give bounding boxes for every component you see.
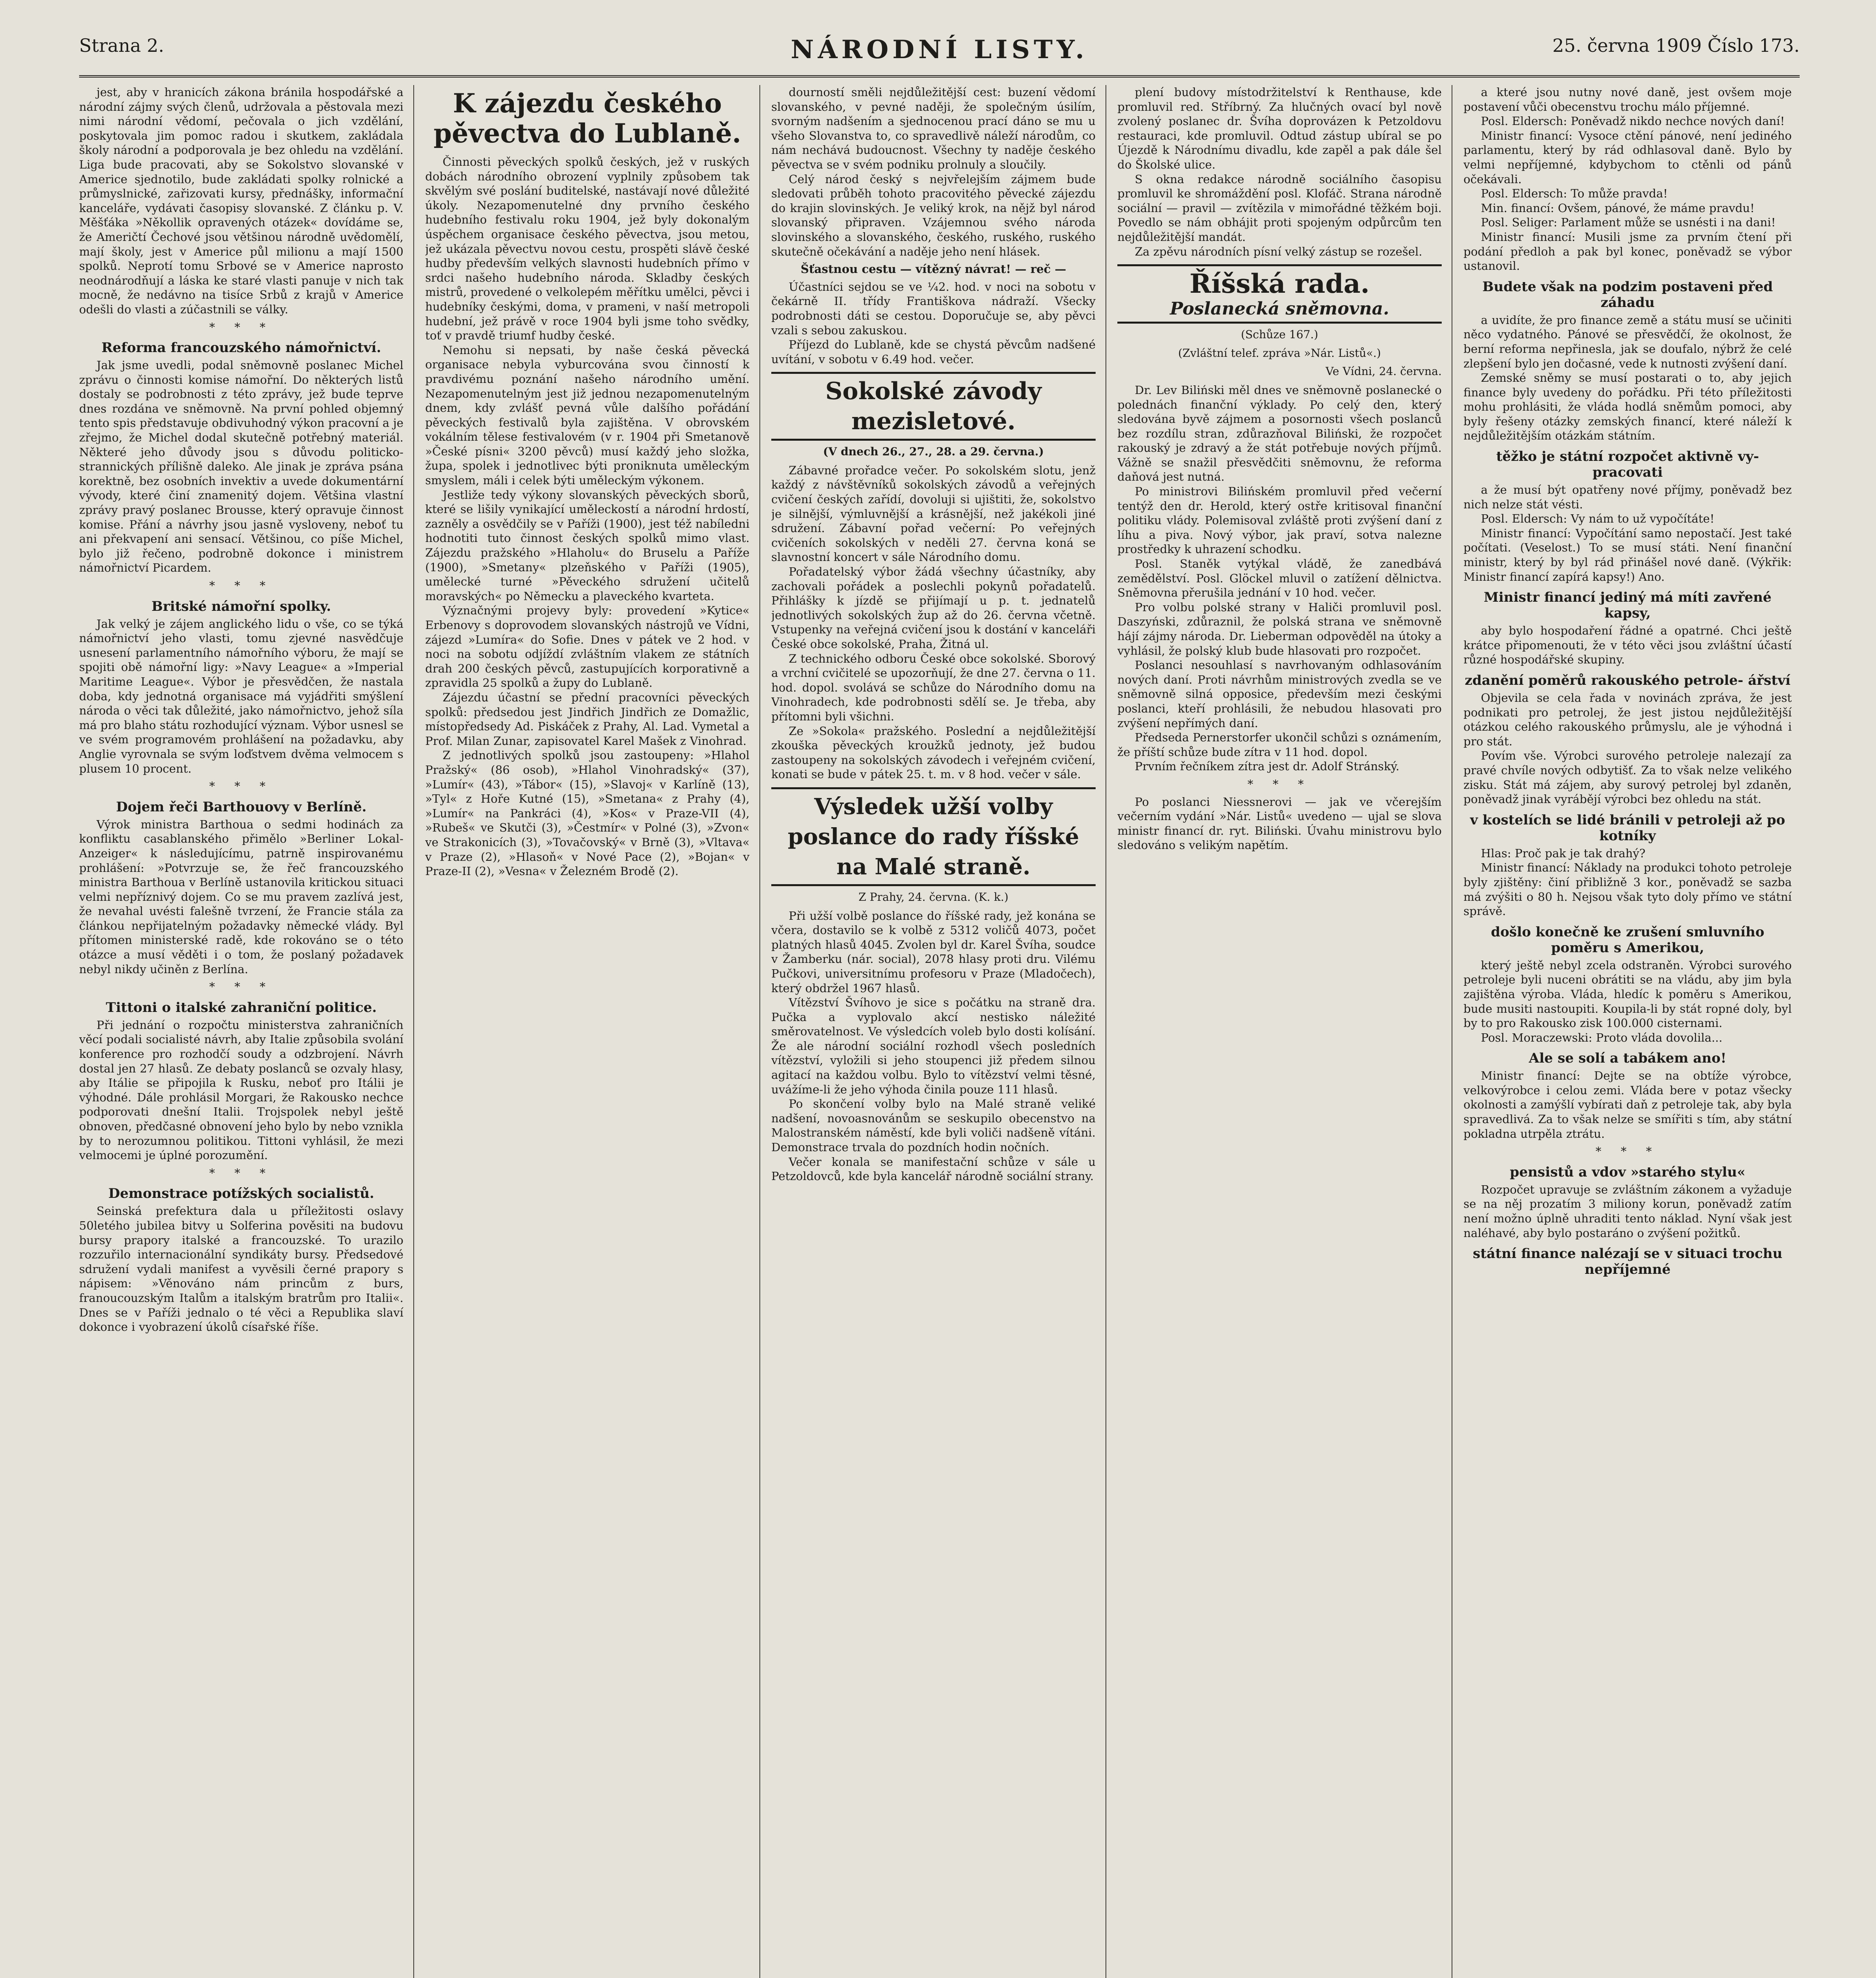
emphasized-line: zdanění poměrů rakouského petrole- ářství [1465, 673, 1791, 688]
page-number: Strana 2. [79, 35, 164, 56]
article-text: Pro volbu polské strany v Haliči promluvil posl. Daszyński, zdůraznil, že polská strana ve sněmovně hájí zájmy národa. Dr. Lieberman odpověděl na útoky a vyhlásil, že polský klub bude hlasovati pro rozpočet. [1117, 600, 1442, 657]
article-text: Předseda Pernerstorfer ukončil schůzi s oznámením, že příští schůze bude zítra v 11 hod. dopol. [1117, 731, 1442, 759]
article-heading: Dojem řeči Barthouovy v Berlíně. [116, 799, 367, 815]
issue-date: 25. června 1909 Číslo 173. [1552, 35, 1800, 56]
column-1 [79, 85, 403, 1978]
article-text: Po skončení volby bylo na Malé straně veliké nadšení, novoasnovánům se seskupilo obecenstvo na Malostranském náměstí, kde byli voliči nadšeně vítáni. Demonstrace trvala do pozdních hodin nočních. [771, 1097, 1096, 1154]
article-text: Zájezdu účastní se přední pracovníci pěveckých spolků: předsedou jest Jindřich Jindřich ze Domažlic, místopředsedy Ad. Piskáček z Prahy, Al. Lad. Vymetal a Prof. Milan Zunar, zapisovatel Karel Mašek z Vinohrad. [425, 690, 750, 748]
column-2 [425, 85, 750, 1978]
article-text: Jak velký je zájem anglického lidu o vše, co se týká námořnictví jeho vlasti, tomu zjevné nasvědčuje usnesení parlamentního námořního výboru, že mají se spojiti obě námořní ligy: »Navy League« a »Imperial Maritime League«. Výbor je přesvědčen, že nastala doba, kdy jednotná organisace má vyjádřiti smýšlení národa o věci tak důležité, jako námořnictvo, jehož síla má pro blaho státu rozhodující význam. Výbor usnesl se ve svém programovém prohlášení na požadavku, aby Anglie vyrovnala se svým loďstvem dvěma velmocem s plusem 10 procent. [79, 617, 403, 775]
article-text: Prvním řečníkem zítra jest dr. Adolf Stránský. [1135, 760, 1400, 773]
article-text: plení budovy místodržitelství k Renthause, kde promluvil red. Stříbrný. Za hlučných ovací byl nově zvolený poslanec dr. Švíha doprovázen k Petzoldovu restauraci, kde promluvil. Odtud zástup ubíral se po Újezdě k Národnímu divadlu, kde zapěl a pak dále šel do Školské ulice. [1117, 85, 1442, 171]
article-text: Objevila se cela řada v novinách zpráva, že jest podnikati pro petrolej, že jest jistou nejdůležitější otázkou celého rakouského průmyslu, ale je výhodná i pro stát. [1463, 691, 1792, 748]
article-text: Posl. Moraczewski: Proto vláda dovolila... [1481, 1031, 1723, 1044]
article-text: a které jsou nutny nové daně, jest ovšem moje postavení vůči obecenstvu trochu málo příjemné. [1463, 85, 1792, 114]
article-title: Výsledek užší volby poslance do rady říšské na Malé straně. [788, 793, 1079, 880]
article-text: Při užší volbě poslance do říšské rady, jež konána se včera, dostavilo se k volbě z 5312 voličů 4073, počet platných hlasů 4045. Zvolen byl dr. Karel Švíha, soudce v Žamberku (nár. social), 2078 hlasy proti dru. Vilému Pučkovi, universitnímu profesoru v Praze (Mladočech), který obdržel 1967 hlasů. [771, 909, 1096, 995]
article-text: Ze »Sokola« pražského. Poslední a nejdůležitější zkouška pěveckých kroužků jednoty, jež budou zastoupeny na sokolských závodech i veřejném cvičení, konati se bude v pátek 25. t. m. v 8 hod. večer v sále. [771, 724, 1096, 781]
article-text: Dr. Lev Biliński měl dnes ve sněmovně poslanecké o polednách finanční výklady. Po celý den, který sledována byvě zájmem a posornosti všech poslanců bez rozdílu stran, zdůrazňoval Biliński, že rozpočet rakouský je zdravý a že stát potřebuje nových příjmů. Vážně se snažil přesvědčiti sněmovnu, že reforma daňová jest nutná. [1117, 383, 1442, 484]
emphasized-line: pensistů a vdov »starého stylu« [1510, 1164, 1745, 1180]
article-text: Po poslanci Niessnerovi — jak ve včerejším večerním vydání »Nár. Listů« uvedeno — ujal se slova ministr financí dr. ryt. Biliński. Úvahu ministrovu bylo sledováno s velikým napětím. [1117, 795, 1442, 852]
article-text: Jak jsme uvedli, podal sněmovně poslanec Michel zprávu o činnosti komise námořní. Do některých listů dostaly se podrobnosti z této zprávy, jež bude teprve dnes rozdána ve sněmovně. Na první pohled objemný tento spis představuje obdivuhodný výkon pracovní a je zřejmo, že Michel dodal skutečně potřebný materiál. Některé jeho důvody jsou s důvodu politicko-strannických přílišně daleko. Ale jinak je zpráva psána korektně, bez osobních invektiv a uvede dokumentární vývody, které činí znamenitý dojem. Většina vlastní zprávy pravý poslanec Brousse, který opravuje činnost komise. Přání a návrhy jsou jasně vysloveny, neboť tu ani překvapení ani sensací. Většinou, co píše Michel, bylo již řečeno, podrobně dokonce i ministrem námořnictví Picardem. [79, 358, 403, 575]
article-heading: Britské námořní spolky. [151, 598, 331, 614]
emphasized-line: v kostelích se lidé bránili v petroleji až po kotníky [1470, 812, 1785, 844]
columns [79, 85, 1812, 1978]
article-signature: Šťastnou cestu — vítězný návrat! — reč — [801, 262, 1066, 276]
article-heading: Tittoni o italské zahraniční politice. [106, 999, 377, 1016]
article-title: Sokolské závody mezisletové. [825, 377, 1042, 436]
column-rule [759, 85, 760, 1978]
article-text: Večer konala se manifestační schůze v sále u Petzoldovců, kde byla kancelář národně sociální strany. [771, 1155, 1096, 1183]
article-text: S okna redakce národně sociálního časopisu promluvil ke shromáždění posl. Klofáč. Strana národně sociální — pravil — zvítězila v mimořádné těžkém boji. Povedlo se nám obhájit proti spojeným odpůrcům ten nejdůležitější mandát. [1117, 172, 1442, 244]
emphasized-line: Ministr financí jediný má míti zavřené kapsy, [1484, 589, 1772, 621]
article-text: Seinská prefektura dala u příležitosti oslavy 50letého jubilea bitvy u Solferina pověsiti na budovu bursy prapory italské a francouzské. To urazilo rozzuřilo internacionální syndikáty bursy. Předsedové sdružení vydali manifest a vyvěsili černé prapory s nápisem: »Věnováno nám princům z burs, franoucouzským Italům a italským bratrům pro Italii«. Dnes se v Paříži jednalo o té věci a Republika slaví dokonce i vyobrazení úkolů císařské říše. [79, 1204, 403, 1334]
emphasized-line: Ale se solí a tabákem ano! [1529, 1050, 1726, 1067]
report-dateline: Ve Vídni, 24. června. [1325, 365, 1442, 378]
article-text: Hlas: Proč pak je tak drahý? [1481, 846, 1646, 860]
article-heading: Demonstrace potížských socialistů. [108, 1186, 375, 1202]
article-text: aby bylo hospodaření řádné a opatrné. Chci ještě krátce připomenouti, že v této věci jsou zvláštní účastí různé hospodářské skupiny. [1463, 624, 1792, 667]
article-subtitle: (V dnech 26., 27., 28. a 29. června.) [823, 445, 1044, 459]
article-text: a uvidíte, že pro finance země a státu musí se učiniti něco vydatného. Pánové se přesvědčí, že okolnost, že berní reforma nepřinesla, jak se doufalo, nýbrž že celé zlepšení bylo jen dočasné, vede k nutnosti zvýšení daní. [1463, 313, 1792, 370]
article-text: Účastníci sejdou se ve ¼2. hod. v noci na sobotu v čekárně II. třídy Františkova nádraží. Všecky podrobnosti dáti se cestou. Doporučuje se, aby pěvci vzali s sebou zakuskou. [771, 280, 1096, 337]
article-text: Vítězství Švíhovo je sice s počátku na straně dra. Pučka a vyplovalo akcí nestisko náležité směrovatelnost. Ve výsledcích voleb bylo dosti kolísání. Že ale národní sociální rozhodl všech posledních vítězství, vyložili si jeho stoupenci již předem silnou agitací na každou volbu. Bylo to vítězství velmi těsné, uvážíme-li že jeho výhoda činila pouze 111 hlasů. [771, 996, 1096, 1096]
emphasized-line: státní finance nalézají se v situaci trochu nepříjemné [1473, 1246, 1783, 1278]
article-text: Celý národ český s nejvřelejším zájmem bude sledovati průběh tohoto pracovitého pěvecké zájezdu do krajin slovinských. Je veliký krok, na nějž byl národ slovanský připraven. Vzájemnou svého národa slovinského a slovanského, českého, ruského, ruského skutečně očekávání a naděje jeho není hlásek. [771, 172, 1096, 258]
separator: * * * [1596, 1144, 1660, 1158]
column-3 [771, 85, 1096, 1978]
article-text: Rozpočet upravuje se zvláštním zákonem a vyžaduje se na něj prozatím 3 miliony korun, poněvadž zatím není možno úplně uhraditi tento náklad. Nyní však jest naléhavé, aby bylo postaráno o zvýšení požitků. [1463, 1182, 1792, 1240]
column-5 [1463, 85, 1792, 1978]
article-text: Posl. Staněk vytýkal vládě, že zanedbává zemědělství. Posl. Glöckel mluvil o zatížení dělnictva. Sněmovna přerušila jednání v 10 hod. večer. [1117, 557, 1442, 600]
article-text: Jestliže tedy výkony slovanských pěveckých sborů, které se lišily vynikající uměleckostí a národní hrdostí, zazněly a osvědčily se v Paříži (1900), jest též nabíledni hodnotiti tuto činnost českých spolků mimo vlast. Zájezdu pražského »Hlaholu« do Bruselu a Paříže (1900), »Smetany« plzeňského v Paříži (1905), umělecké turné »Pěveckého sdružení učitelů moravských« po Německu a plaveckého kvarteta. [425, 488, 750, 603]
newspaper-title: NÁRODNÍ LISTY. [791, 35, 1088, 64]
column-4 [1117, 85, 1442, 1978]
separator: * * * [1248, 777, 1312, 791]
article-text: Význačnými projevy byly: provedení »Kytice« Erbenovy s doprovodem slovanských nástrojů ve Vídni, zájezd »Lumíra« do Sofie. Dnes v pátek ve 2 hod. v noci na sobotu odjíždí zvláštním vlakem ze státních drah 200 českých pěvců, zastupujících korporativně a zpravidla 25 spolků a župy do Lublaně. [425, 604, 750, 690]
article-text: Posl. Eldersch: Poněvadž nikdo nechce nových daní! [1481, 114, 1785, 128]
article-text: Z technického odboru České obce sokolské. Sborový a vrchní cvičitelé se upozorňují, že dne 27. června o 11. hod. dopol. svolává se schůze do Národního domu na Vinohradech, kde podrobnosti sdělí se. Je třeba, aby přítomni byli všichni. [771, 652, 1096, 723]
article-text: Povím vše. Výrobci surového petroleje nalezají za pravé chvíle nových odbytišť. Za to však nelze velikého zisku. Stát má zájem, aby surový petrolej byl zdaněn, poněvadž jinak vyrábějí výrobci bez ohledu na stát. [1463, 749, 1792, 806]
article-text: Výrok ministra Barthoua o sedmi hodinách za konfliktu casablanského přimělo »Berliner Lokal-Anzeiger« k následujícímu, patrně inspirovanému prohlášení: »Potvrzuje se, že řeč francouzského ministra Barthoua v Berlíně ustanovila kritickou situaci velmi nepříznivý dojem. Co se mu pravem zazlívá jest, že nevahal uvésti falešně tvrzení, že Francie stála za článkou nepřijatelným požadavky německé vlády. Byl přítomen ministerské radě, kde rokováno se o této otázce a musí věděti i o tom, že poslaný požadavek nebyl nikdy učiněn z Berlína. [79, 817, 403, 976]
article-text: Ministr financí: Náklady na produkci tohoto petroleje byly zjištěny: činí přibližně 3 kor., poněvadž se sazba má zvýšiti o 80 h. Nejsou však tyto doly přímo ve státní správě. [1463, 861, 1792, 918]
section-header [771, 787, 1096, 886]
article-text: Poslanci nesouhlasí s navrhovaným odhlasováním nových daní. Proti návrhům ministrových zvedla se ve sněmovně silná opposice, především mezi českými poslanci, kteří prohlásili, že nebudou hlasovati pro zvýšení nepřímých daní. [1117, 658, 1442, 730]
separator: * * * [209, 779, 273, 793]
article-text: Min. financí: Ovšem, pánové, že máme pravdu! [1481, 201, 1755, 215]
article-text: a že musí být opatřeny nové příjmy, poněvadž bez nich nelze stát vésti. [1463, 483, 1792, 511]
section-title: Říšská rada. [1189, 268, 1370, 299]
article-text: Posl. Seliger: Parlament může se usnésti i na dani! [1481, 216, 1776, 229]
session-number: (Schůze 167.) [1241, 328, 1318, 341]
masthead [79, 28, 1800, 78]
emphasized-line: došlo konečně ke zrušení smluvního poměru s Amerikou, [1491, 924, 1764, 956]
article-text: Pořadatelský výbor žádá všechny účastníky, aby zachovali pořádek a poslechli pokynů pořadatelů. Přihlášky k jízdě se přijímají u p. t. jednatelů jednotlivých sokolských žup až do 26. června včetně. Vstupenky na veřejná cvičení jsou k dostání v kanceláři České obce sokolské, Praha, Žitná ul. [771, 565, 1096, 651]
separator: * * * [209, 980, 273, 994]
article-text: který ještě nebyl zcela odstraněn. Výrobci surového petroleje byli nuceni obrátiti se na vládu, aby jim byla zajištěna výroba. Vláda, hledíc k poměru s Amerikou, bude musiti nastoupiti. Koupila-li by stát ropné doly, byl by to pro Rakousko zisk 100.000 cisternami. [1463, 958, 1792, 1030]
separator: * * * [209, 320, 273, 334]
article-title: K zájezdu českého pěvectva do Lublaně. [434, 88, 741, 149]
section-header [771, 372, 1096, 441]
article-subtitle: Z Prahy, 24. června. (K. k.) [858, 890, 1009, 904]
emphasized-line: Budete však na podzim postaveni před záhadu [1482, 279, 1773, 311]
article-text: Zemské sněmy se musí postarati o to, aby jejich finance byly uvedeny do pořádku. Při této příležitosti mohu prohlásiti, že vláda hodlá sněmům pomoci, aby byly řešeny otázky zemských financí, které náleží k nejdůležitějším otázkám státním. [1463, 371, 1792, 443]
separator: * * * [209, 579, 273, 592]
article-text: Činnosti pěveckých spolků českých, jež v ruských dobách národního obrození vyplnily způsobem tak skvělým své poslání buditelské, nastávají nové důležité úkoly. Nezapomenutelné dny prvního českého hudebního festivalu roku 1904, jež byly dokonalým úspěchem organisace českého pěvectva, jsou metou, jež ukázala pěvectvu novou cestu, prospěti slávě české hudby především velkých slavnosti hudebních přímo v srdci našeho hudebního národa. Skladby českých mistrů, provedené o velkolepém měřítku umělci, pěvci i hudebníky českými, doma, v prameni, v naší metropoli hudební, jež právě v roce 1904 byli jsme toho svědky, toť v pravdě triumf hudby české. [425, 155, 750, 343]
article-heading: Reforma francouzského námořnictví. [101, 340, 381, 356]
article-text: Posl. Eldersch: Vy nám to už vypočítáte! [1481, 512, 1715, 526]
article-text: Ministr financí: Vysoce ctění pánové, není jediného parlamentu, který by rád odhlasoval daně. Bylo by velmi nepříjemné, kdybychom to ctěnli od pánů očekávali. [1463, 129, 1792, 186]
emphasized-line: těžko je státní rozpočet aktivně vy- pracovati [1496, 449, 1759, 481]
article-text: Nemohu si nepsati, by naše česká pěvecká organisace nebyla vyburcována svou činností k pravdivému poznání našeho národního umění. Nezapomenutelným jest již jednou nezapomenutelným dnem, kdy zvlášť pevná vůle dalšího pořádání pěveckých festivalů byla zajištěna. V obrovském vokálním tělese festivalovém (v r. 1904 při Smetanově »České písni« 3200 pěvců) musí každý jeho složka, župa, spolek i jednotlivec býti proniknuta uměleckým smyslem, máli i celek býti uměleckým výkonem. [425, 343, 750, 487]
article-text: Z jednotlivých spolků jsou zastoupeny: »Hlahol Pražský« (86 osob), »Hlahol Vinohradský« (37), »Lumír« (43), »Tábor« (15), »Slavoj« v Karlíně (13), »Tyl« z Hoře Kutné (15), »Smetana« z Prahy (4), »Lumír« na Pankráci (4), »Kos« v Praze-VII (4), »Rubeš« ve Skutči (3), »Čestmír« v Polné (3), »Zvon« ve Strakonicích (3), »Tovačovský« v Brně (3), »Vltava« v Praze (2), »Hlasoň« v Nové Pace (2), »Bojan« v Praze-II (2), »Vesna« v Železném Brodě (2). [425, 748, 750, 878]
article-text: Příjezd do Lublaně, kde se chystá pěvcům nadšené uvítání, v sobotu v 6.49 hod. večer. [771, 338, 1096, 366]
article-text: Za zpěvu národních písní velký zástup se rozešel. [1135, 244, 1422, 258]
section-subtitle: Poslanecká sněmovna. [1170, 299, 1389, 319]
article-text: jest, aby v hranicích zákona bránila hospodářské a národní zájmy svých členů, udržovala a pěstovala mezi nimi národní vědomí, pečovala o jich vzdělání, poskytovala jim pomoc radou i skutkem, zakládala školy národní a podporovala je bez ohledu na vzdělání. Liga bude pracovati, aby se Sokolstvo slovanské v Americe sjednotilo, bude zakládati spolky rolnické a průmyslnické, zařizovati kursy, přednášky, informační kanceláře, vydávati časopisy slovanské. Z článku p. V. Měšťáka »Někollik opravených otázek« dovídáme se, že Američtí Čechové jsou většinou národně uvědomělí, mají školy, jest v Americe půl milionu a mají 1500 spolků. Neprotí tomu Srbové se v Americe naprosto neodnárodňují a láska ke staré vlasti panuje v nich tak mocně, že nedávno na tisíce Srbů z krajů v Americe odešli do vlasti a zúčastnili se války. [79, 85, 403, 316]
article-text: Po ministrovi Bilińském promluvil před večerní tentýž den dr. Herold, který ostře kritisoval finanční politiku vlády. Polemisoval zvláště proti zvýšení daní z líhu a piva. Nový výbor, jak praví, sotva nalezne prostředky k uhrazení schodku. [1117, 485, 1442, 556]
section-header [1117, 264, 1442, 324]
article-text: Při jednání o rozpočtu ministerstva zahraničních věcí podali socialisté návrh, aby Italie způsobila svolání konference pro rozhodčí soudy a odzbrojení. Návrh dostal jen 27 hlasů. Ze debaty poslanců se ozvaly hlasy, aby Itálie se připojila k Rusku, neboť pro Itálii je výhodné. Dále prohlásil Morgari, že Rakousko nechce podporovati dnešní Italii. Trojspolek nebyl ještě obnoven, předčasné obnovení jeho bylo by nebo vznikla by to nerozumnou politikou. Tittoni vyhlásil, že mezi velmocemi je úplné porozumění. [79, 1018, 403, 1162]
article-text: Ministr financí: Dejte se na obtíže výrobce, velkovýrobce i celou zemi. Vláda bere v potaz všecky okolnosti a zamýšlí vybírati daň z petroleje tak, aby byla spravedlivá. Za to však nelze se smířiti s tím, aby státní pokladna utrpěla ztrátu. [1463, 1069, 1792, 1141]
article-text: Ministr financí: Vypočítání samo nepostačí. Jest také počítati. (Veselost.) To se musí státi. Není finanční ministr, který by byl rád přinášel nové daně. (Výkřik: Ministr financí zapírá kapsy!) Ano. [1463, 526, 1792, 584]
report-source: (Zvláštní telef. zpráva »Nár. Listů«.) [1178, 346, 1381, 360]
article-text: dourností směli nejdůležitější cest: buzení vědomí slovanského, v pevné naději, že společným úsilím, svorným nadšením a sjednocenou prací dáno se mu u všeho Slovanstva to, co spravedlivě náleží národům, co nám nechává budoucnost. Všechny ty naděje českého pěvectva se v svém podniku prolnuly a sloučily. [771, 85, 1096, 171]
separator: * * * [209, 1166, 273, 1180]
article-text: Posl. Eldersch: To může pravda! [1481, 187, 1668, 201]
column-rule [413, 85, 414, 1978]
article-text: Ministr financí: Musili jsme za prvním čtení při podání předloh a pak byl konec, poněvadž se výbor ustanovil. [1463, 230, 1792, 273]
article-text: Zábavné prořadce večer. Po sokolském slotu, jenž každý z návštěvníků sokolských závodů a veřejných cvičení českých zařídí, dovoluji si ujištiti, že, sokolstvo je silnější, výmluvnější a krásnější, než jakékoli jiné sdružení. Zábavní pořad večerní: Po veřejných cvičeních sokolských v neděli 27. června koná se slavnostní koncert v sále Národního domu. [771, 463, 1096, 564]
